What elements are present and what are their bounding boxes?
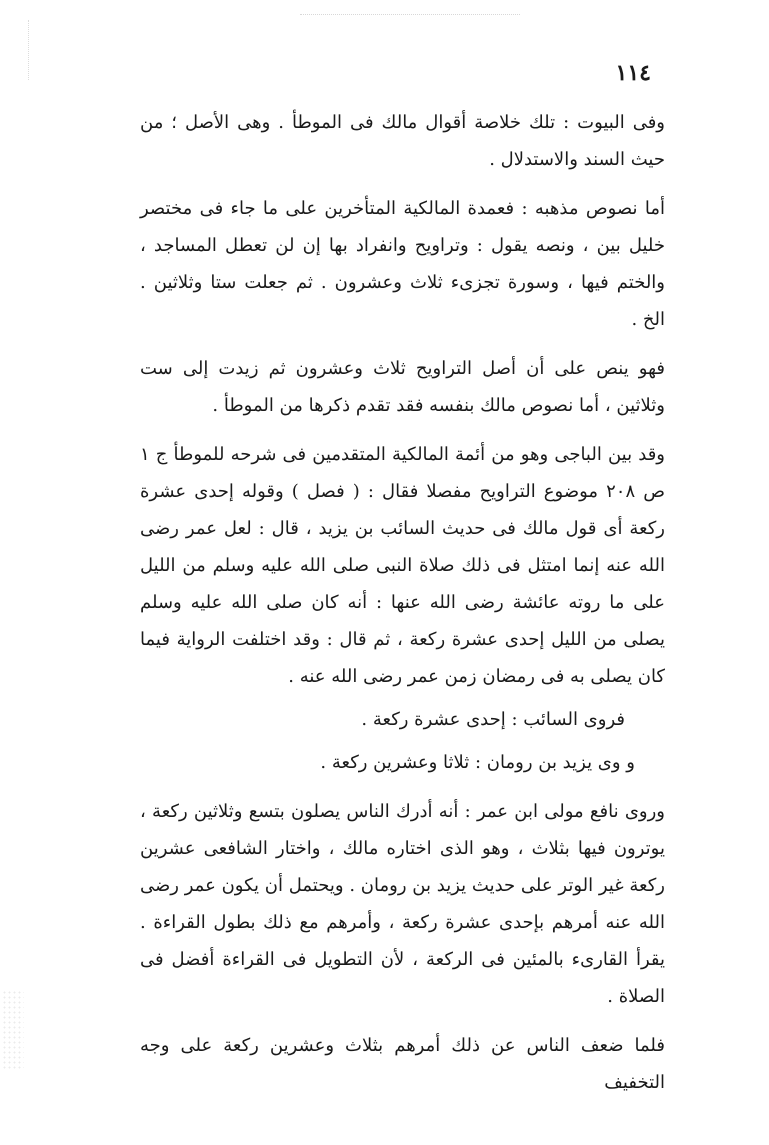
page-number: ١١٤ [615, 60, 651, 86]
paragraph-7: وروى نافع مولى ابن عمر : أنه أدرك الناس يصلون بتسع وثلاثين ركعة ، يوترون فيها بثلاث ، وهو الذى اختاره مالك ، واختار الشافعى عشرين ركعة غير الوتر على حديث يزيد بن رومان . ويحتمل أن يكون عمر رضى الله عنه أمرهم بإحدى عشرة ركعة ، وأمرهم مع ذلك بطول القراءة . يقرأ القارىء بالمئين فى الركعة ، لأن التطويل فى القراءة أفضل فى الصلاة . [140, 801, 665, 1007]
paragraph-8: فلما ضعف الناس عن ذلك أمرهم بثلاث وعشرين ركعة على وجه التخفيف [140, 1035, 665, 1093]
scan-artifact-top [300, 14, 520, 17]
paragraph-1: وفى البيوت : تلك خلاصة أقوال مالك فى الموطأ . وهى الأصل ؛ من حيث السند والاستدلال . [140, 112, 665, 170]
paragraph-5: فروى السائب : إحدى عشرة ركعة . [361, 709, 625, 730]
paragraph-6: و وى يزيد بن رومان : ثلاثا وعشرين ركعة . [320, 752, 635, 773]
scan-artifact-left [28, 20, 35, 80]
body-text [140, 104, 665, 1101]
paragraph-2: أما نصوص مذهبه : فعمدة المالكية المتأخرين على ما جاء فى مختصر خليل بين ، ونصه يقول : وتراويح وانفراد بها إن لن تعطل المساجد ، والختم فيها ، وسورة تجزىء ثلاث وعشرون . ثم جعلت ستا وثلاثين . الخ . [140, 198, 665, 330]
scan-artifact-bottom-left [2, 990, 24, 1070]
paragraph-4: وقد بين الباجى وهو من أئمة المالكية المتقدمين فى شرحه للموطأ ج ١ ص ٢٠٨ موضوع التراويح مفصلا فقال : ( فصل ) وقوله إحدى عشرة ركعة أى قول مالك فى حديث السائب بن يزيد ، قال : لعل عمر رضى الله عنه إنما امتثل فى ذلك صلاة النبى صلى الله عليه وسلم من الليل على ما روته عائشة رضى الله عنها : أنه كان صلى الله عليه وسلم يصلى من الليل إحدى عشرة ركعة ، ثم قال : وقد اختلفت الرواية فيما كان يصلى به فى رمضان زمن عمر رضى الله عنه . [140, 444, 665, 687]
paragraph-3: فهو ينص على أن أصل التراويح ثلاث وعشرون ثم زيدت إلى ست وثلاثين ، أما نصوص مالك بنفسه فقد تقدم ذكرها من الموطأ . [140, 358, 666, 416]
